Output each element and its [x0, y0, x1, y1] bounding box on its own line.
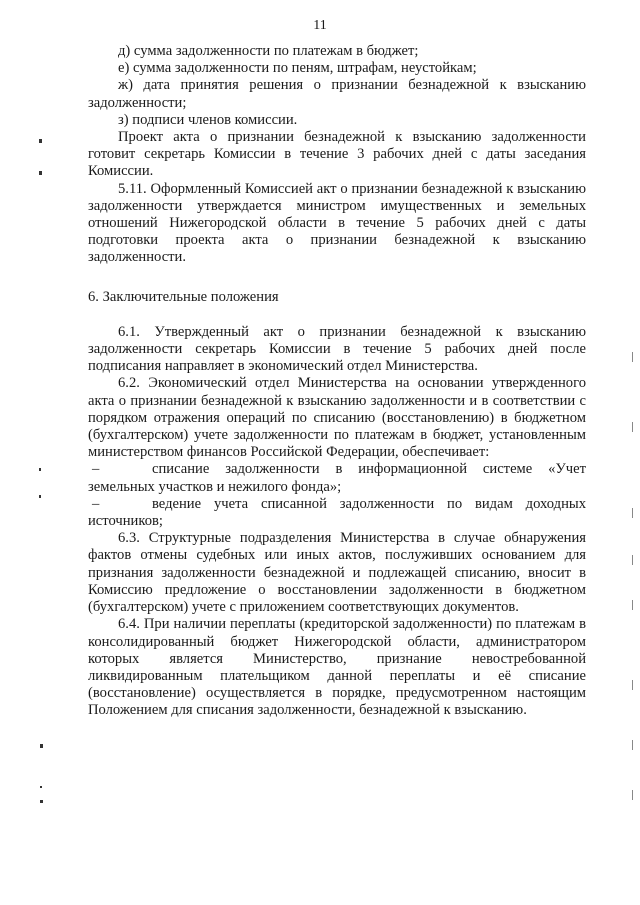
- paragraph-act-prepare: Проект акта о признании безнадежной к взысканию задолженности готовит секретарь Комиссии в течение 3 рабочих дней с даты заседания Комиссии.: [88, 129, 586, 180]
- scan-mark: [632, 508, 633, 518]
- scan-mark: [40, 744, 43, 748]
- paragraph-6-3: 6.3. Структурные подразделения Министерства в случае обнаружения фактов отмены судебных или иных актов, послуживших основанием для признания задолженности безнадежной и подлежащей списанию, вносит в Комиссию предложение о восстановлении задолженности в бюджетном (бухгалтерском) учете с приложением соответствующих документов.: [88, 530, 586, 616]
- scan-mark: [632, 740, 633, 750]
- list-item-zh: ж) дата принятия решения о признании безнадежной к взысканию задолженности;: [88, 77, 586, 111]
- scan-mark: [632, 790, 633, 800]
- scan-mark: [632, 680, 633, 690]
- list-item-z: з) подписи членов комиссии.: [118, 111, 298, 128]
- scan-mark: [632, 600, 633, 610]
- paragraph-6-4: 6.4. При наличии переплаты (кредиторской задолженности) по платежам в консолидированный бюджет Нижегородской области, администратором которых является Министерство, признание невостребованной ликвидированным плательщиком данной переплаты и её списание (восстановление) осуществляется в порядке, предусмотренном настоящим Положением для списания задолженности, безнадежной к взысканию.: [88, 616, 586, 719]
- scan-mark: [39, 139, 42, 143]
- list-item-e: е) сумма задолженности по пеням, штрафам, неустойкам;: [118, 60, 477, 77]
- dash-item-text: ведение учета списанной задолженности по видам доходных источников;: [88, 495, 586, 530]
- section-title: 6. Заключительные положения: [88, 288, 279, 305]
- scan-mark: [632, 555, 633, 565]
- scan-mark: [39, 495, 41, 498]
- paragraph-6-1: 6.1. Утвержденный акт о признании безнадежной к взысканию задолженности секретарь Комиссии в течение 5 рабочих дней после подписания направляет в экономический отдел Министерства.: [88, 323, 586, 375]
- paragraph-6-2: 6.2. Экономический отдел Министерства на основании утвержденного акта о признании безнадежной к взысканию задолженности и в соответствии с порядком отражения операций по списанию (восстановлению) в бюджетном (бухгалтерском) учете задолженности по платежам в бюджет, установленным министерством финансов Российской Федерации, обеспечивает:: [88, 375, 586, 461]
- scan-mark: [632, 352, 633, 362]
- page-number: 11: [313, 18, 327, 33]
- scan-mark: [40, 800, 43, 803]
- dash-list-item: – списание задолженности в информационной системе «Учет земельных участков и нежилого фонда»;: [88, 461, 586, 495]
- paragraph-5-11: 5.11. Оформленный Комиссией акт о признании безнадежной к взысканию задолженности утверждается министром имущественных и земельных отношений Нижегородской области в течение 5 рабочих дней с даты подготовки проекта акта о признании безнадежной к взысканию задолженности.: [88, 180, 586, 266]
- list-item-d: д) сумма задолженности по платежам в бюджет;: [118, 43, 419, 59]
- scan-mark: [40, 786, 42, 788]
- scan-mark: [632, 422, 633, 432]
- dash-item-text: списание задолженности в информационной системе «Учет земельных участков и нежилого фонда»;: [88, 461, 586, 495]
- scan-mark: [39, 171, 42, 175]
- dash-list-item: – ведение учета списанной задолженности по видам доходных источников;: [88, 495, 586, 530]
- document-body: [88, 43, 586, 720]
- scan-mark: [39, 468, 41, 471]
